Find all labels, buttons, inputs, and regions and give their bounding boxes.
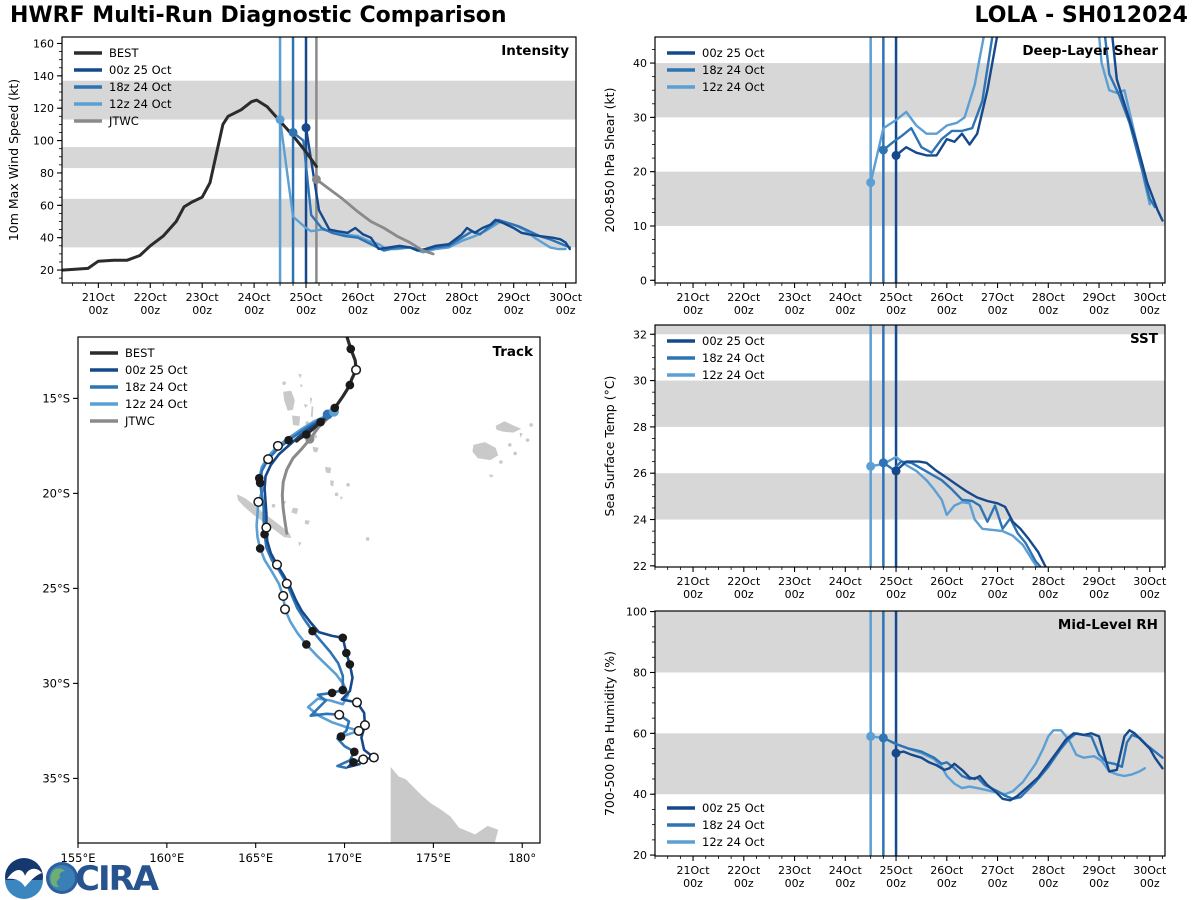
x-tick-label: 28Oct	[445, 291, 479, 304]
x-tick-label: 00z	[733, 304, 754, 317]
x-tick-label: 27Oct	[981, 864, 1015, 877]
x-tick-label: 21Oct	[81, 291, 115, 304]
landmass	[330, 480, 334, 487]
track-point-filled	[328, 689, 337, 698]
track-point-filled	[330, 404, 339, 413]
panel-title: Mid-Level RH	[1057, 617, 1158, 633]
x-tick-label: 23Oct	[185, 291, 219, 304]
x-tick-label: 30Oct	[1133, 864, 1167, 877]
x-tick-label: 00z	[244, 304, 264, 317]
shear-chart	[602, 0, 1167, 317]
legend-label: 18z 24 Oct	[702, 351, 765, 365]
x-tick-label: 00z	[987, 304, 1008, 317]
x-tick-label: 00z	[1089, 588, 1109, 601]
x-tick-label: 23Oct	[778, 291, 812, 304]
series-start-dot	[879, 733, 888, 742]
track-point-filled	[302, 430, 311, 439]
track-point-filled	[346, 660, 355, 669]
x-tick-label: 00z	[1038, 588, 1059, 601]
x-tick-label: 29Oct	[1082, 291, 1116, 304]
x-tick-label: 25Oct	[289, 291, 323, 304]
panel-title: Track	[492, 344, 533, 360]
x-tick-label: 25Oct	[879, 575, 913, 588]
x-tick-label: 00z	[936, 588, 957, 601]
y-tick-label: 40	[633, 788, 647, 802]
x-tick-label: 00z	[683, 877, 703, 890]
track-point-filled	[337, 732, 346, 741]
noaa-logo-icon	[5, 858, 43, 899]
x-tick-label: 26Oct	[930, 864, 964, 877]
category-band	[655, 172, 1165, 226]
track-point-filled	[350, 747, 359, 756]
island-speck	[513, 452, 517, 456]
y-tick-label: 28	[633, 420, 647, 434]
lon-tick-label: 180°	[508, 851, 537, 865]
island-speck	[508, 443, 512, 447]
x-tick-label: 28Oct	[1031, 864, 1065, 877]
x-tick-label: 00z	[88, 304, 109, 317]
series-start-dot	[866, 178, 875, 187]
x-tick-label: 24Oct	[828, 291, 862, 304]
x-tick-label: 24Oct	[828, 575, 862, 588]
series-start-dot	[892, 749, 901, 758]
legend-label: 00z 25 Oct	[702, 334, 765, 348]
category-band	[655, 325, 1165, 334]
y-tick-label: 60	[633, 727, 647, 741]
y-tick-label: 160	[33, 37, 54, 51]
category-band	[655, 733, 1165, 794]
legend-label: 18z 24 Oct	[702, 818, 765, 832]
x-tick-label: 00z	[886, 304, 906, 317]
landmass	[391, 767, 499, 843]
legend-label: 12z 24 Oct	[702, 80, 765, 94]
track-point-open	[262, 523, 271, 532]
y-tick-label: 80	[633, 666, 647, 680]
x-tick-label: 27Oct	[393, 291, 427, 304]
island-speck	[366, 537, 370, 541]
x-tick-label: 26Oct	[930, 575, 964, 588]
y-tick-label: 140	[33, 69, 54, 83]
y-tick-label: 0	[640, 274, 647, 288]
sst-chart	[602, 325, 1167, 601]
x-tick-label: 00z	[784, 877, 805, 890]
storm-title: LOLA - SH012024	[974, 3, 1188, 28]
landmass	[489, 474, 494, 477]
x-tick-label: 26Oct	[930, 291, 964, 304]
x-tick-label: 00z	[733, 588, 754, 601]
cira-logo-icon	[46, 859, 160, 899]
landmass	[310, 397, 312, 405]
x-tick-label: 29Oct	[1082, 864, 1116, 877]
y-tick-label: 20	[633, 165, 647, 179]
y-tick-label: 100	[626, 605, 647, 619]
landmass	[496, 421, 522, 432]
y-axis-label: 10m Max Wind Speed (kt)	[6, 78, 21, 242]
lat-tick-label: 30°S	[42, 676, 70, 691]
track-point-open	[352, 366, 361, 375]
landmass	[298, 374, 302, 379]
legend-label: 00z 25 Oct	[702, 46, 765, 60]
track-point-open	[359, 755, 368, 764]
x-tick-label: 00z	[987, 588, 1008, 601]
y-tick-label: 20	[40, 264, 54, 278]
track-point-filled	[346, 381, 355, 390]
track-point-open	[274, 442, 283, 451]
track-point-filled	[316, 418, 325, 427]
x-tick-label: 30Oct	[549, 291, 583, 304]
lon-tick-label: 160°E	[149, 851, 185, 865]
legend-label: 18z 24 Oct	[125, 380, 188, 394]
track-point-filled	[338, 633, 347, 642]
legend-label: JTWC	[109, 114, 139, 128]
x-tick-label: 00z	[1139, 877, 1160, 890]
island-speck	[335, 493, 339, 497]
landmass	[305, 520, 310, 525]
x-tick-label: 27Oct	[981, 291, 1015, 304]
x-tick-label: 00z	[192, 304, 213, 317]
track-point-filled	[346, 345, 355, 354]
track-point-open	[279, 592, 288, 601]
series-start-dot	[312, 175, 321, 184]
x-tick-label: 30Oct	[1133, 291, 1167, 304]
series-start-dot	[879, 145, 888, 154]
landmass	[292, 416, 300, 426]
landmass	[283, 391, 295, 411]
y-tick-label: 20	[633, 849, 647, 863]
track-point-open	[282, 579, 291, 588]
x-tick-label: 00z	[835, 877, 856, 890]
landmass	[340, 496, 343, 500]
y-tick-label: 24	[633, 513, 647, 527]
legend-label: 00z 25 Oct	[125, 363, 188, 377]
landmass	[520, 433, 523, 438]
landmass	[298, 542, 301, 546]
legend	[667, 46, 765, 94]
x-tick-label: 00z	[784, 304, 805, 317]
legend-label: 12z 24 Oct	[702, 368, 765, 382]
x-tick-label: 00z	[140, 304, 161, 317]
track-point-open	[354, 727, 363, 736]
y-tick-label: 30	[633, 111, 647, 125]
x-tick-label: 00z	[1038, 304, 1059, 317]
footer-logos	[3, 853, 303, 900]
legend	[90, 346, 188, 428]
landmass	[304, 404, 308, 408]
x-tick-label: 00z	[296, 304, 316, 317]
series-start-dot	[866, 732, 875, 741]
series-start-dot	[289, 128, 298, 137]
series-start-dot	[879, 458, 888, 467]
y-tick-label: 40	[40, 231, 54, 245]
x-tick-label: 26Oct	[341, 291, 375, 304]
x-tick-label: 22Oct	[727, 864, 761, 877]
series-start-dot	[866, 462, 875, 471]
series-start-dot	[302, 123, 311, 132]
x-tick-label: 28Oct	[1031, 291, 1065, 304]
x-tick-label: 00z	[1089, 304, 1109, 317]
y-tick-label: 26	[633, 467, 647, 481]
legend	[667, 334, 765, 382]
x-tick-label: 22Oct	[133, 291, 167, 304]
island-speck	[529, 423, 533, 427]
track-point-filled	[308, 627, 317, 636]
panel-title: Deep-Layer Shear	[1022, 43, 1158, 59]
island-speck	[272, 504, 276, 508]
legend-label: 00z 25 Oct	[702, 801, 765, 815]
track-point-open	[273, 560, 282, 569]
track-point-filled	[342, 649, 351, 658]
lon-tick-label: 170°E	[327, 851, 363, 865]
island-speck	[499, 460, 503, 464]
landmass	[313, 447, 319, 453]
x-tick-label: 24Oct	[237, 291, 271, 304]
x-tick-label: 00z	[987, 877, 1008, 890]
x-tick-label: 00z	[1139, 588, 1160, 601]
island-speck	[526, 438, 530, 442]
series-start-dot	[892, 151, 901, 160]
y-tick-label: 120	[33, 102, 54, 116]
legend	[667, 801, 765, 849]
track-point-open	[281, 605, 290, 614]
landmass	[325, 467, 331, 474]
track-map	[42, 337, 540, 865]
legend-label: 00z 25 Oct	[109, 63, 172, 77]
legend-label: 12z 24 Oct	[125, 397, 188, 411]
x-tick-label: 25Oct	[879, 864, 913, 877]
x-tick-label: 28Oct	[1031, 575, 1065, 588]
landmass	[291, 508, 298, 515]
page-title: HWRF Multi-Run Diagnostic Comparison	[10, 3, 507, 28]
lat-tick-label: 15°S	[42, 391, 70, 406]
x-tick-label: 00z	[936, 877, 957, 890]
legend-label: 18z 24 Oct	[109, 80, 172, 94]
lat-tick-label: 25°S	[42, 581, 70, 596]
x-tick-label: 29Oct	[1082, 575, 1116, 588]
panel-title: SST	[1129, 331, 1158, 347]
x-tick-label: 21Oct	[676, 291, 710, 304]
x-tick-label: 00z	[451, 304, 472, 317]
lon-tick-label: 155°E	[60, 851, 96, 865]
legend-label: 18z 24 Oct	[702, 63, 765, 77]
category-band	[655, 473, 1165, 519]
landmass	[473, 442, 499, 460]
x-tick-label: 00z	[683, 588, 703, 601]
y-axis-label: Sea Surface Temp (°C)	[602, 375, 617, 517]
y-tick-label: 32	[633, 328, 647, 342]
lon-tick-label: 175°E	[415, 851, 451, 865]
track-point-open	[353, 698, 362, 707]
cira-logo-text: CIRA	[75, 859, 158, 899]
track-point-open	[264, 455, 273, 464]
x-tick-label: 21Oct	[676, 864, 710, 877]
x-tick-label: 23Oct	[778, 575, 812, 588]
category-band	[62, 147, 576, 168]
track-point-open	[335, 710, 344, 719]
x-tick-label: 30Oct	[1133, 575, 1167, 588]
y-axis-label: 700-500 hPa Humidity (%)	[602, 650, 617, 817]
x-tick-label: 00z	[835, 588, 856, 601]
track-point-open	[254, 498, 263, 507]
x-tick-label: 00z	[733, 877, 754, 890]
intensity-chart	[6, 37, 583, 317]
x-tick-label: 00z	[886, 877, 906, 890]
lat-tick-label: 20°S	[42, 486, 70, 501]
y-tick-label: 100	[33, 134, 54, 148]
track-point-filled	[256, 479, 265, 488]
x-tick-label: 00z	[399, 304, 420, 317]
x-tick-label: 23Oct	[778, 864, 812, 877]
x-tick-label: 25Oct	[879, 291, 913, 304]
x-tick-label: 00z	[784, 588, 805, 601]
legend-label: JTWC	[125, 414, 155, 428]
island-speck	[282, 381, 286, 385]
panel-title: Intensity	[501, 43, 569, 59]
track-point-filled	[256, 544, 265, 553]
legend-label: 12z 24 Oct	[109, 97, 172, 111]
legend-label: BEST	[125, 346, 155, 360]
x-tick-label: 21Oct	[676, 575, 710, 588]
track-point-filled	[302, 640, 311, 649]
island-speck	[346, 483, 350, 487]
y-tick-label: 60	[40, 199, 54, 213]
x-tick-label: 00z	[1139, 304, 1160, 317]
y-tick-label: 40	[633, 57, 647, 71]
x-tick-label: 00z	[936, 304, 957, 317]
x-tick-label: 27Oct	[981, 575, 1015, 588]
series-start-dot	[276, 115, 285, 124]
category-band	[655, 381, 1165, 427]
x-tick-label: 00z	[683, 304, 703, 317]
series-start-dot	[892, 466, 901, 475]
x-tick-label: 22Oct	[727, 291, 761, 304]
y-tick-label: 30	[633, 374, 647, 388]
x-tick-label: 00z	[1089, 877, 1109, 890]
lat-tick-label: 35°S	[42, 771, 70, 786]
x-tick-label: 00z	[835, 304, 856, 317]
landmass	[300, 384, 303, 388]
legend-label: 12z 24 Oct	[702, 835, 765, 849]
x-tick-label: 00z	[886, 588, 906, 601]
y-tick-label: 22	[633, 559, 647, 573]
rh-chart	[602, 606, 1167, 890]
plot-border	[78, 337, 540, 843]
track-point-filled	[349, 758, 358, 767]
legend-label: BEST	[109, 46, 139, 60]
track-point-filled	[284, 436, 293, 445]
x-tick-label: 00z	[555, 304, 576, 317]
track-point-filled	[338, 686, 347, 695]
x-tick-label: 00z	[1038, 877, 1059, 890]
x-tick-label: 00z	[348, 304, 368, 317]
track-point-open	[370, 753, 379, 762]
x-tick-label: 29Oct	[497, 291, 531, 304]
x-tick-label: 24Oct	[828, 864, 862, 877]
lon-tick-label: 165°E	[238, 851, 274, 865]
x-tick-label: 22Oct	[727, 575, 761, 588]
y-axis-label: 200-850 hPa Shear (kt)	[602, 87, 617, 233]
x-tick-label: 00z	[503, 304, 524, 317]
y-tick-label: 10	[633, 219, 647, 233]
y-tick-label: 80	[40, 166, 54, 180]
landmass	[311, 406, 314, 417]
